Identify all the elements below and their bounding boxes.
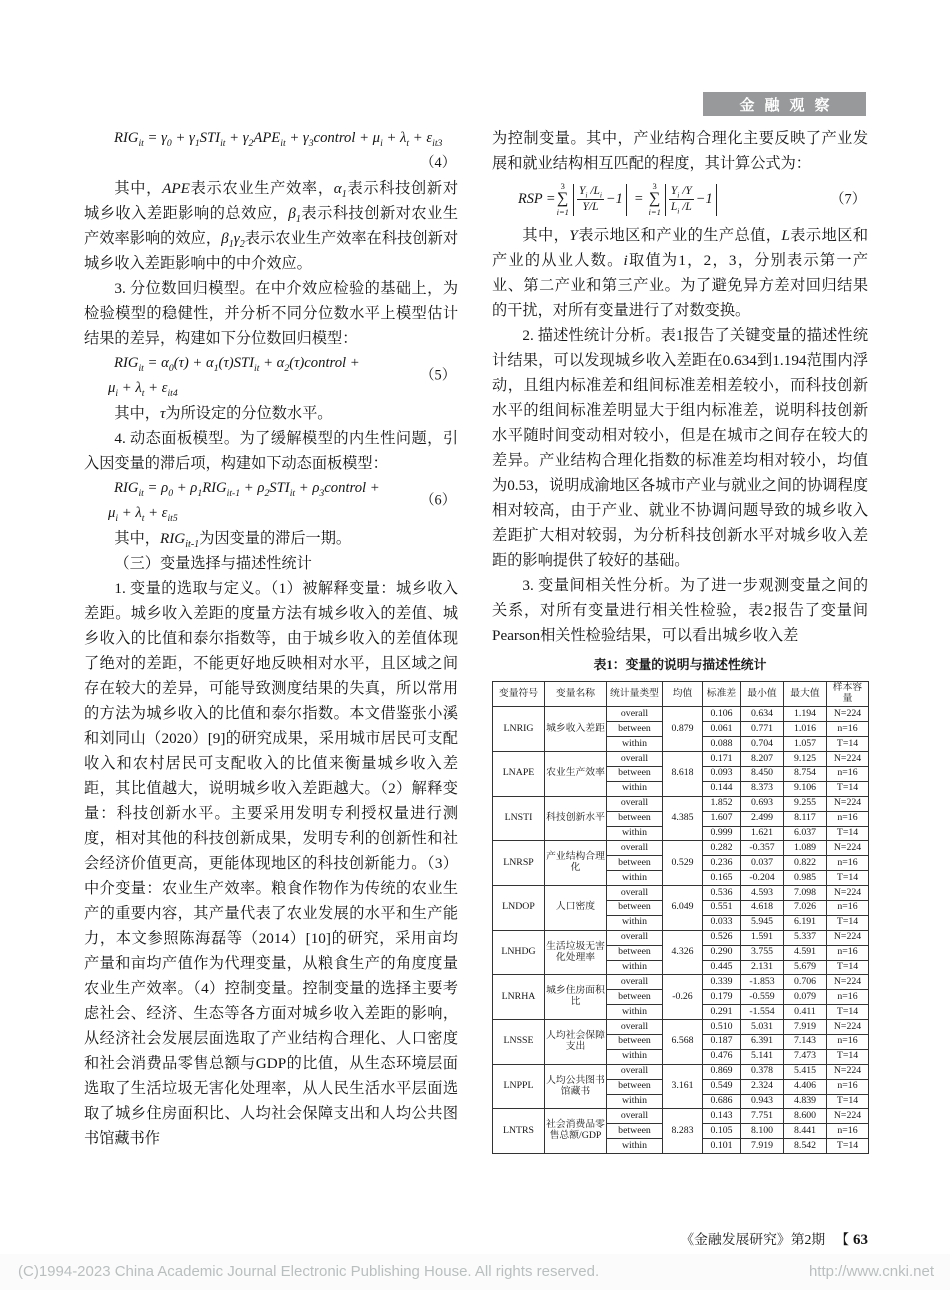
stat-type: within <box>607 781 663 796</box>
section-banner-label: 金融观察 <box>739 96 840 114</box>
std-dev: 0.445 <box>703 960 741 975</box>
std-dev: 0.290 <box>703 945 741 960</box>
paragraph-control-variables: 为控制变量。其中，产业结构合理化主要反映了产业发展和就业结构相互匹配的程度，其计算公式为： <box>492 130 868 172</box>
stat-type: between <box>607 1035 663 1050</box>
table-row <box>493 930 869 945</box>
sample-size: N=224 <box>827 1064 869 1079</box>
sample-size: N=224 <box>827 707 869 722</box>
equation-5-line2: $\mu_i + \lambda_t + \varepsilon_{it4}$ <box>108 380 178 399</box>
std-dev: 0.144 <box>703 781 741 796</box>
std-dev: 0.536 <box>703 886 741 901</box>
variable-name: 人口密度 <box>545 886 607 931</box>
max-value: 1.016 <box>784 722 827 737</box>
paragraph-quantile-model: 3. 分位数回归模型。在中介效应检验的基础上，为检验模型的稳健性，并分析不同分位数水平上模型估计结果的差异，构建如下分位数回归模型： <box>84 280 458 347</box>
stat-type: overall <box>607 1109 663 1124</box>
column-header: 标准差 <box>703 682 741 707</box>
stat-type: overall <box>607 1064 663 1079</box>
min-value: 3.755 <box>741 945 784 960</box>
std-dev: 0.282 <box>703 841 741 856</box>
std-dev: 1.852 <box>703 796 741 811</box>
min-value: 0.634 <box>741 707 784 722</box>
max-value: 0.706 <box>784 975 827 990</box>
min-value: 0.771 <box>741 722 784 737</box>
column-header: 统计量类型 <box>607 682 663 707</box>
table-header <box>493 682 869 707</box>
max-value: 8.441 <box>784 1124 827 1139</box>
stat-type: between <box>607 1124 663 1139</box>
table-row <box>493 1020 869 1035</box>
max-value: 7.473 <box>784 1049 827 1064</box>
equation-4-number: （4） <box>420 155 456 171</box>
sample-size: n=16 <box>827 856 869 871</box>
sample-size: N=224 <box>827 930 869 945</box>
max-value: 8.117 <box>784 811 827 826</box>
variable-name: 社会消费品零售总额/GDP <box>545 1109 607 1154</box>
table-row <box>493 1064 869 1079</box>
variable-name: 城乡住房面积比 <box>545 975 607 1020</box>
right-column <box>492 126 868 1154</box>
max-value: 1.089 <box>784 841 827 856</box>
equals-sign: = <box>633 191 644 208</box>
stat-type: within <box>607 1139 663 1154</box>
sum-upper-limit: 3 <box>652 181 657 191</box>
table-row <box>493 752 869 767</box>
column-header: 最大值 <box>784 682 827 707</box>
sample-size: N=224 <box>827 1020 869 1035</box>
fraction-denominator: $L_i$ /L <box>670 201 692 216</box>
stat-type: between <box>607 945 663 960</box>
std-dev: 0.549 <box>703 1079 741 1094</box>
stat-type: overall <box>607 1020 663 1035</box>
fraction-denominator: Y/L <box>582 201 599 214</box>
min-value: 1.591 <box>741 930 784 945</box>
left-column <box>84 126 458 1151</box>
journal-footer <box>492 1228 868 1249</box>
stat-type: overall <box>607 975 663 990</box>
min-value: 0.037 <box>741 856 784 871</box>
std-dev: 0.686 <box>703 1094 741 1109</box>
equation-6-line2: $\mu_i + \lambda_t + \varepsilon_{it5}$ <box>108 505 178 524</box>
sample-size: n=16 <box>827 945 869 960</box>
max-value: 9.125 <box>784 752 827 767</box>
stat-type: between <box>607 1079 663 1094</box>
max-value: 1.057 <box>784 737 827 752</box>
std-dev: 0.101 <box>703 1139 741 1154</box>
max-value: 0.822 <box>784 856 827 871</box>
variable-symbol: LNRHA <box>493 975 545 1020</box>
fraction-numerator: $Y_i$ $/L_i$ <box>578 184 603 200</box>
paragraph-lag: 其中，$RIG_{it-1}$为因变量的滞后一期。 <box>114 530 352 551</box>
max-value: 5.337 <box>784 930 827 945</box>
max-value: 0.985 <box>784 871 827 886</box>
equation-4: $RIG_{it} = \gamma_0 + \gamma_1STI_{it} + \gamma_2APE_{it}$ + $\gamma_3control + \mu_i + \lambda_t + \varepsilon_{it3}$ <box>114 130 443 149</box>
table-title: 表1：变量的说明与描述性统计 <box>593 658 767 673</box>
std-dev: 0.187 <box>703 1035 741 1050</box>
sum-upper-limit: 3 <box>560 181 565 191</box>
sample-size: N=224 <box>827 796 869 811</box>
sample-size: n=16 <box>827 722 869 737</box>
std-dev: 0.061 <box>703 722 741 737</box>
sample-size: T=14 <box>827 781 869 796</box>
std-dev: 0.165 <box>703 871 741 886</box>
variable-name: 生活垃圾无害化处理率 <box>545 930 607 975</box>
descriptive-stats-table <box>492 681 869 1154</box>
table-row <box>493 707 869 722</box>
min-value: 8.207 <box>741 752 784 767</box>
sample-size: n=16 <box>827 990 869 1005</box>
variable-symbol: LNRIG <box>493 707 545 752</box>
paragraph-mediation-explanation: 其中，APE表示农业生产效率，$\alpha_1$表示科技创新对城乡收入差距影响的总效应，$\beta_1$表示科技创新对农业生产效率影响的效应，$\beta_1\gamma_2$表示农业生产效率在科技创新对城乡收入差距影响中的中介效应。 <box>84 180 459 272</box>
min-value: 4.618 <box>741 901 784 916</box>
min-value: 0.693 <box>741 796 784 811</box>
std-dev: 0.105 <box>703 1124 741 1139</box>
copyright-bar <box>0 1254 950 1290</box>
max-value: 7.919 <box>784 1020 827 1035</box>
std-dev: 0.106 <box>703 707 741 722</box>
column-header: 最小值 <box>741 682 784 707</box>
table-body <box>493 707 869 1154</box>
column-header: 样本容量 <box>827 682 869 707</box>
max-value: 8.754 <box>784 766 827 781</box>
table-row <box>493 975 869 990</box>
table-row <box>493 841 869 856</box>
variable-symbol: LNPPL <box>493 1064 545 1109</box>
max-value: 4.839 <box>784 1094 827 1109</box>
mean-value: 8.618 <box>663 752 703 797</box>
std-dev: 0.236 <box>703 856 741 871</box>
min-value: 8.450 <box>741 766 784 781</box>
equation-7 <box>492 176 868 223</box>
stat-type: between <box>607 990 663 1005</box>
std-dev: 0.291 <box>703 1005 741 1020</box>
page-bracket: 【 <box>835 1232 849 1247</box>
sample-size: n=16 <box>827 901 869 916</box>
variable-symbol: LNSSE <box>493 1020 545 1065</box>
column-header: 变量符号 <box>493 682 545 707</box>
std-dev: 0.171 <box>703 752 741 767</box>
sample-size: N=224 <box>827 975 869 990</box>
min-value: 5.031 <box>741 1020 784 1035</box>
equation-6-line1: $RIG_{it} = \rho_0 + \rho_1RIG_{it-1} + \rho_2STI_{it}$ + $\rho_3control$ + <box>114 480 380 499</box>
table-row <box>493 886 869 901</box>
section-heading-variables: （三）变量选择与描述性统计 <box>114 555 312 572</box>
absolute-value-group <box>573 184 627 216</box>
min-value: 0.943 <box>741 1094 784 1109</box>
max-value: 6.191 <box>784 915 827 930</box>
copyright-notice: (C)1994-2023 China Academic Journal Electronic Publishing House. All rights reserved. <box>18 1263 600 1280</box>
max-value: 4.591 <box>784 945 827 960</box>
sigma-glyph: ∑ <box>557 190 569 208</box>
max-value: 8.542 <box>784 1139 827 1154</box>
min-value: 0.378 <box>741 1064 784 1079</box>
stat-type: overall <box>607 886 663 901</box>
equation-7-lhs: RSP = <box>518 191 556 208</box>
max-value: 1.194 <box>784 707 827 722</box>
std-dev: 0.551 <box>703 901 741 916</box>
variable-name: 人均公共图书馆藏书 <box>545 1064 607 1109</box>
sample-size: T=14 <box>827 915 869 930</box>
stat-type: within <box>607 960 663 975</box>
mean-value: 3.161 <box>663 1064 703 1109</box>
stat-type: within <box>607 1005 663 1020</box>
table-header-row <box>493 682 869 707</box>
column-header: 变量名称 <box>545 682 607 707</box>
stat-type: between <box>607 766 663 781</box>
sample-size: N=224 <box>827 841 869 856</box>
stat-type: within <box>607 737 663 752</box>
variable-name: 人均社会保障支出 <box>545 1020 607 1065</box>
min-value: 5.141 <box>741 1049 784 1064</box>
std-dev: 0.093 <box>703 766 741 781</box>
minus-one: −1 <box>695 191 713 208</box>
sample-size: T=14 <box>827 960 869 975</box>
max-value: 6.037 <box>784 826 827 841</box>
min-value: 2.131 <box>741 960 784 975</box>
max-value: 7.026 <box>784 901 827 916</box>
std-dev: 0.476 <box>703 1049 741 1064</box>
max-value: 0.079 <box>784 990 827 1005</box>
paragraph-descriptive-stats: 2. 描述性统计分析。表1报告了关键变量的描述性统计结果，可以发现城乡收入差距在0.634到1.194范围内浮动，且组内标准差和组间标准差相差较小，而科技创新水平的组间标准差明显大于组内标准差，说明科技创新水平随时间变动相对较小，但是在城市之间存在较大的差异。产业结构合理化指数的标准差均相对较小，均值为0.53，说明成渝地区各城市产业与就业之间的协调程度相对较高，由于产业、就业不协调问题导致的城乡收入差距扩大相对较弱，为分析科技创新水平对城乡收入差距的影响提供了较好的基础。 <box>492 327 868 570</box>
paragraph-yl-definition: 其中，Y表示地区和产业的生产总值，L表示地区和产业的从业人数。i取值为1，2，3，分别表示第一产业、第二产业和第三产业。为了避免异方差对回归结果的干扰，对所有变量进行了对数变换。 <box>492 227 869 320</box>
sample-size: n=16 <box>827 1035 869 1050</box>
sample-size: N=224 <box>827 886 869 901</box>
min-value: 2.324 <box>741 1079 784 1094</box>
max-value: 7.098 <box>784 886 827 901</box>
equation-6-number: （6） <box>420 492 456 509</box>
std-dev: 0.510 <box>703 1020 741 1035</box>
equation-6 <box>84 476 458 526</box>
fraction <box>577 184 604 216</box>
max-value: 7.143 <box>784 1035 827 1050</box>
max-value: 9.106 <box>784 781 827 796</box>
variable-symbol: LNRSP <box>493 841 545 886</box>
sum-lower-limit: i=1 <box>556 207 569 218</box>
absolute-value-group <box>665 184 717 216</box>
min-value: 8.373 <box>741 781 784 796</box>
summation-symbol <box>648 182 660 217</box>
std-dev: 0.033 <box>703 915 741 930</box>
variable-symbol: LNSTI <box>493 796 545 841</box>
cnki-url[interactable]: http://www.cnki.net <box>808 1263 934 1280</box>
sample-size: n=16 <box>827 1079 869 1094</box>
min-value: 4.593 <box>741 886 784 901</box>
equation-5-line1: $RIG_{it} = \alpha_0(\tau) + \alpha_1(\tau)STI_{it}$ + $\alpha_2(\tau)control$ + <box>114 355 360 374</box>
mean-value: 4.326 <box>663 930 703 975</box>
stat-type: between <box>607 722 663 737</box>
stat-type: overall <box>607 752 663 767</box>
sample-size: T=14 <box>827 1049 869 1064</box>
std-dev: 0.526 <box>703 930 741 945</box>
mean-value: 0.879 <box>663 707 703 752</box>
variable-name: 农业生产效率 <box>545 752 607 797</box>
min-value: 7.919 <box>741 1139 784 1154</box>
variable-name: 城乡收入差距 <box>545 707 607 752</box>
variable-name: 科技创新水平 <box>545 796 607 841</box>
min-value: 5.945 <box>741 915 784 930</box>
std-dev: 0.339 <box>703 975 741 990</box>
sigma-glyph: ∑ <box>648 190 661 208</box>
page-number: 63 <box>853 1232 868 1248</box>
column-header: 均值 <box>663 682 703 707</box>
std-dev: 0.179 <box>703 990 741 1005</box>
mean-value: 6.568 <box>663 1020 703 1065</box>
sample-size: T=14 <box>827 1005 869 1020</box>
variable-symbol: LNHDG <box>493 930 545 975</box>
stat-type: within <box>607 826 663 841</box>
std-dev: 0.999 <box>703 826 741 841</box>
min-value: 6.391 <box>741 1035 784 1050</box>
sample-size: T=14 <box>827 871 869 886</box>
stat-type: between <box>607 856 663 871</box>
equation-5 <box>84 351 458 401</box>
min-value: 2.499 <box>741 811 784 826</box>
min-value: -0.204 <box>741 871 784 886</box>
mean-value: 0.529 <box>663 841 703 886</box>
min-value: -1.853 <box>741 975 784 990</box>
stat-type: within <box>607 871 663 886</box>
min-value: -0.357 <box>741 841 784 856</box>
paragraph-variable-selection: 1. 变量的选取与定义。（1）被解释变量：城乡收入差距。城乡收入差距的度量方法有城乡收入的差值、城乡收入的比值和泰尔指数等，由于城乡收入的差值体现了绝对的差距，不能更好地反映相对水平，且区域之间存在较大的差异，可能导致测度结果的失真，所以常用的方法为城乡收入的比值和泰尔指数。本文借鉴张小溪和刘同山（2020）[9]的研究成果，采用城市居民可支配收入和农村居民可支配收入的比值来衡量城乡收入差距，其比值越大，说明城乡收入差距越大。（2）解释变量：科技创新水平。主要采用发明专利授权量进行测度，相对其他的科技创新成果，发明专利的创新性和社会经济价值更高，更能体现地区的科技创新能力。（3）中介变量：农业生产效率。粮食作物作为传统的农业生产的重要内容，其产量代表了农业发展的水平和生产能力，本文参照陈海磊等（2014）[10]的研究，采用亩均产量和亩均产值作为代理变量，从粮食生产的角度度量农业生产效率。（4）控制变量。控制变量的选择主要考虑社会、经济、生态等各方面对城乡收入差距的影响，从经济社会发展层面选取了产业结构合理化、人口密度和社会消费品零售总额与GDP的比值，从生态环境层面选取了生活垃圾无害化处理率，从人民生活水平层面选取了城乡住房面积比、人均社会保障支出和人均公共图书馆藏书作 <box>84 580 458 1147</box>
mean-value: 8.283 <box>663 1109 703 1154</box>
std-dev: 0.143 <box>703 1109 741 1124</box>
stat-type: within <box>607 915 663 930</box>
max-value: 8.600 <box>784 1109 827 1124</box>
max-value: 5.415 <box>784 1064 827 1079</box>
table-row <box>493 796 869 811</box>
stat-type: within <box>607 1049 663 1064</box>
summation-symbol <box>557 182 569 217</box>
std-dev: 0.088 <box>703 737 741 752</box>
table-row <box>493 1109 869 1124</box>
stat-type: overall <box>607 796 663 811</box>
min-value: 0.704 <box>741 737 784 752</box>
min-value: 1.621 <box>741 826 784 841</box>
sample-size: T=14 <box>827 1094 869 1109</box>
sample-size: n=16 <box>827 766 869 781</box>
min-value: -0.559 <box>741 990 784 1005</box>
sample-size: T=14 <box>827 1139 869 1154</box>
journal-issue: 《金融发展研究》第2期 <box>680 1232 826 1247</box>
max-value: 5.679 <box>784 960 827 975</box>
sample-size: n=16 <box>827 811 869 826</box>
std-dev: 1.607 <box>703 811 741 826</box>
variable-symbol: LNTRS <box>493 1109 545 1154</box>
variable-name: 产业结构合理化 <box>545 841 607 886</box>
sample-size: N=224 <box>827 1109 869 1124</box>
stat-type: between <box>607 811 663 826</box>
sample-size: N=224 <box>827 752 869 767</box>
mean-value: -0.26 <box>663 975 703 1020</box>
max-value: 0.411 <box>784 1005 827 1020</box>
minus-one: −1 <box>606 191 623 208</box>
equation-7-number: （7） <box>830 191 866 208</box>
stat-type: within <box>607 1094 663 1109</box>
stat-type: overall <box>607 707 663 722</box>
min-value: 8.100 <box>741 1124 784 1139</box>
mean-value: 6.049 <box>663 886 703 931</box>
variable-symbol: LNAPE <box>493 752 545 797</box>
sample-size: T=14 <box>827 826 869 841</box>
sum-lower-limit: i=1 <box>648 207 661 218</box>
paragraph-dynamic-model: 4. 动态面板模型。为了缓解模型的内生性问题，引入因变量的滞后项，构建如下动态面板模型： <box>84 430 458 472</box>
min-value: -1.554 <box>741 1005 784 1020</box>
paragraph-correlation: 3. 变量间相关性分析。为了进一步观测变量之间的关系，对所有变量进行相关性检验，表2报告了变量间Pearson相关性检验结果，可以看出城乡收入差 <box>492 577 868 645</box>
mean-value: 4.385 <box>663 796 703 841</box>
stat-type: between <box>607 901 663 916</box>
paragraph-tau: 其中，τ为所设定的分位数水平。 <box>114 405 333 422</box>
std-dev: 0.869 <box>703 1064 741 1079</box>
equation-5-number: （5） <box>420 367 456 384</box>
fraction <box>669 184 694 216</box>
min-value: 7.751 <box>741 1109 784 1124</box>
section-banner <box>703 92 866 116</box>
sample-size: n=16 <box>827 1124 869 1139</box>
stat-type: overall <box>607 841 663 856</box>
max-value: 9.255 <box>784 796 827 811</box>
fraction-numerator: $Y_i$ /Y <box>670 184 692 200</box>
sample-size: T=14 <box>827 737 869 752</box>
max-value: 4.406 <box>784 1079 827 1094</box>
stat-type: overall <box>607 930 663 945</box>
variable-symbol: LNDOP <box>493 886 545 931</box>
